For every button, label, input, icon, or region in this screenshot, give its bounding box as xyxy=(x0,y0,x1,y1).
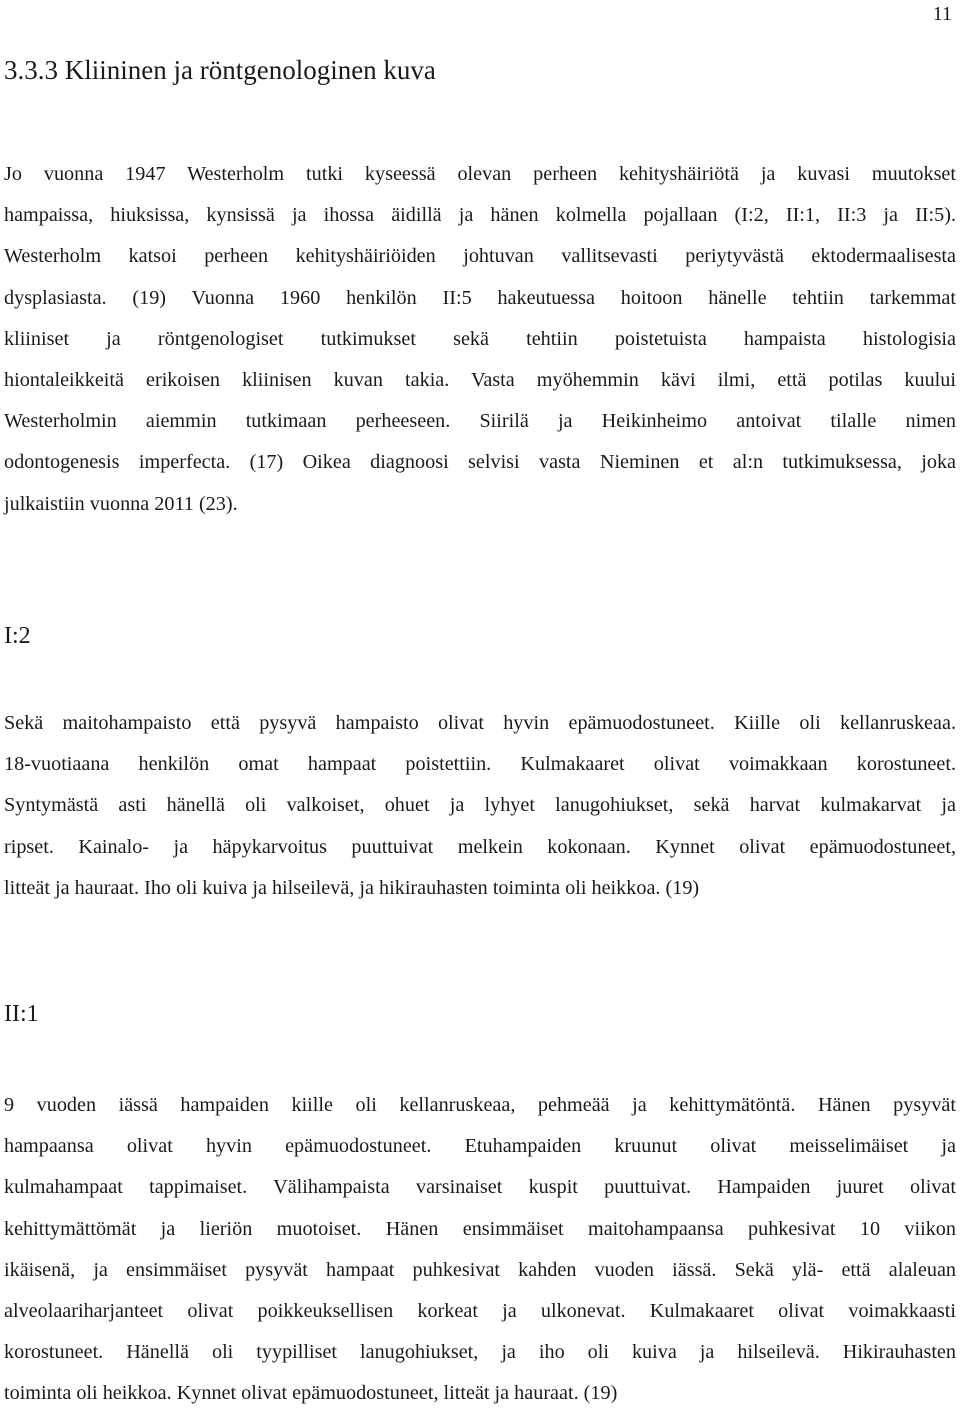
paragraph-line: julkaistiin vuonna 2011 (23). xyxy=(4,492,238,515)
paragraph-line: toiminta oli heikkoa. Kynnet olivat epämuodostuneet, litteät ja hauraat. (19) xyxy=(4,1382,618,1405)
paragraph-line: hampaissa, hiuksissa, kynsissä ja ihossa äidillä ja hänen kolmella pojallaan (I:2, II:1, II:3 ja II:5). xyxy=(4,204,956,227)
paragraph-line: ripset. Kainalo- ja häpykarvoitus puuttuivat melkein kokonaan. Kynnet olivat epämuodostuneet, xyxy=(4,835,956,858)
subject-i2-paragraph xyxy=(4,703,956,909)
subject-ii1-paragraph xyxy=(4,1085,956,1415)
paragraph-line: odontogenesis imperfecta. (17) Oikea diagnoosi selvisi vasta Nieminen et al:n tutkimuksessa, joka xyxy=(4,451,956,474)
paragraph-line: ikäisenä, ja ensimmäiset pysyvät hampaat puhkesivat kahden vuoden iässä. Sekä ylä- että alaleuan xyxy=(4,1258,956,1281)
paragraph-line: 9 vuoden iässä hampaiden kiille oli kellanruskeaa, pehmeää ja kehittymätöntä. Hänen pysyvät xyxy=(4,1094,956,1116)
paragraph-line: kulmahampaat tappimaiset. Välihampaista varsinaiset kuspit puuttuivat. Hampaiden juuret olivat xyxy=(4,1176,956,1199)
paragraph-line: Westerholm katsoi perheen kehityshäiriöiden johtuvan vallitsevasti periytyvästä ektodermaalisesta xyxy=(4,245,956,268)
page-number: 11 xyxy=(932,3,952,25)
paragraph-line: hampaansa olivat hyvin epämuodostuneet. Etuhampaiden kruunut olivat meisselimäiset ja xyxy=(4,1135,956,1158)
paragraph-line: Jo vuonna 1947 Westerholm tutki kyseessä olevan perheen kehityshäiriötä ja kuvasi muutokset xyxy=(4,163,956,185)
paragraph-line: Westerholmin aiemmin tutkimaan perheeseen. Siirilä ja Heikinheimo antoivat tilalle nimen xyxy=(4,410,956,433)
paragraph-line: 18-vuotiaana henkilön omat hampaat poistettiin. Kulmakaaret olivat voimakkaan korostuneet. xyxy=(4,753,956,776)
paragraph-line: korostuneet. Hänellä oli tyypilliset lanugohiukset, ja iho oli kuiva ja hilseilevä. Hikirauhasten xyxy=(4,1341,956,1364)
subject-label-i2: I:2 xyxy=(4,623,31,649)
paragraph-line: dysplasiasta. (19) Vuonna 1960 henkilön II:5 hakeutuessa hoitoon hänelle tehtiin tarkemmat xyxy=(4,286,956,309)
paragraph-line: kehittymättömät ja lieriön muotoiset. Hänen ensimmäiset maitohampaansa puhkesivat 10 viikon xyxy=(4,1217,956,1240)
paragraph-line: alveolaariharjanteet olivat poikkeuksellisen korkeat ja ulkonevat. Kulmakaaret olivat voimakkaasti xyxy=(4,1300,956,1323)
section-heading: 3.3.3 Kliininen ja röntgenologinen kuva xyxy=(4,55,436,85)
paragraph-line: hiontaleikkeitä erikoisen kliinisen kuvan takia. Vasta myöhemmin kävi ilmi, että potilas kuului xyxy=(4,369,956,392)
paragraph-line: Syntymästä asti hänellä oli valkoiset, ohuet ja lyhyet lanugohiukset, sekä harvat kulmakarvat ja xyxy=(4,794,956,817)
intro-paragraph xyxy=(4,154,956,525)
paragraph-line: litteät ja hauraat. Iho oli kuiva ja hilseilevä, ja hikirauhasten toiminta oli heikkoa. (19) xyxy=(4,876,700,899)
paragraph-line: kliiniset ja röntgenologiset tutkimukset sekä tehtiin poistetuista hampaista histologisia xyxy=(4,327,956,350)
subject-label-ii1: II:1 xyxy=(4,1001,39,1027)
paragraph-line: Sekä maitohampaisto että pysyvä hampaisto olivat hyvin epämuodostuneet. Kiille oli kellanruskeaa. xyxy=(4,712,956,734)
